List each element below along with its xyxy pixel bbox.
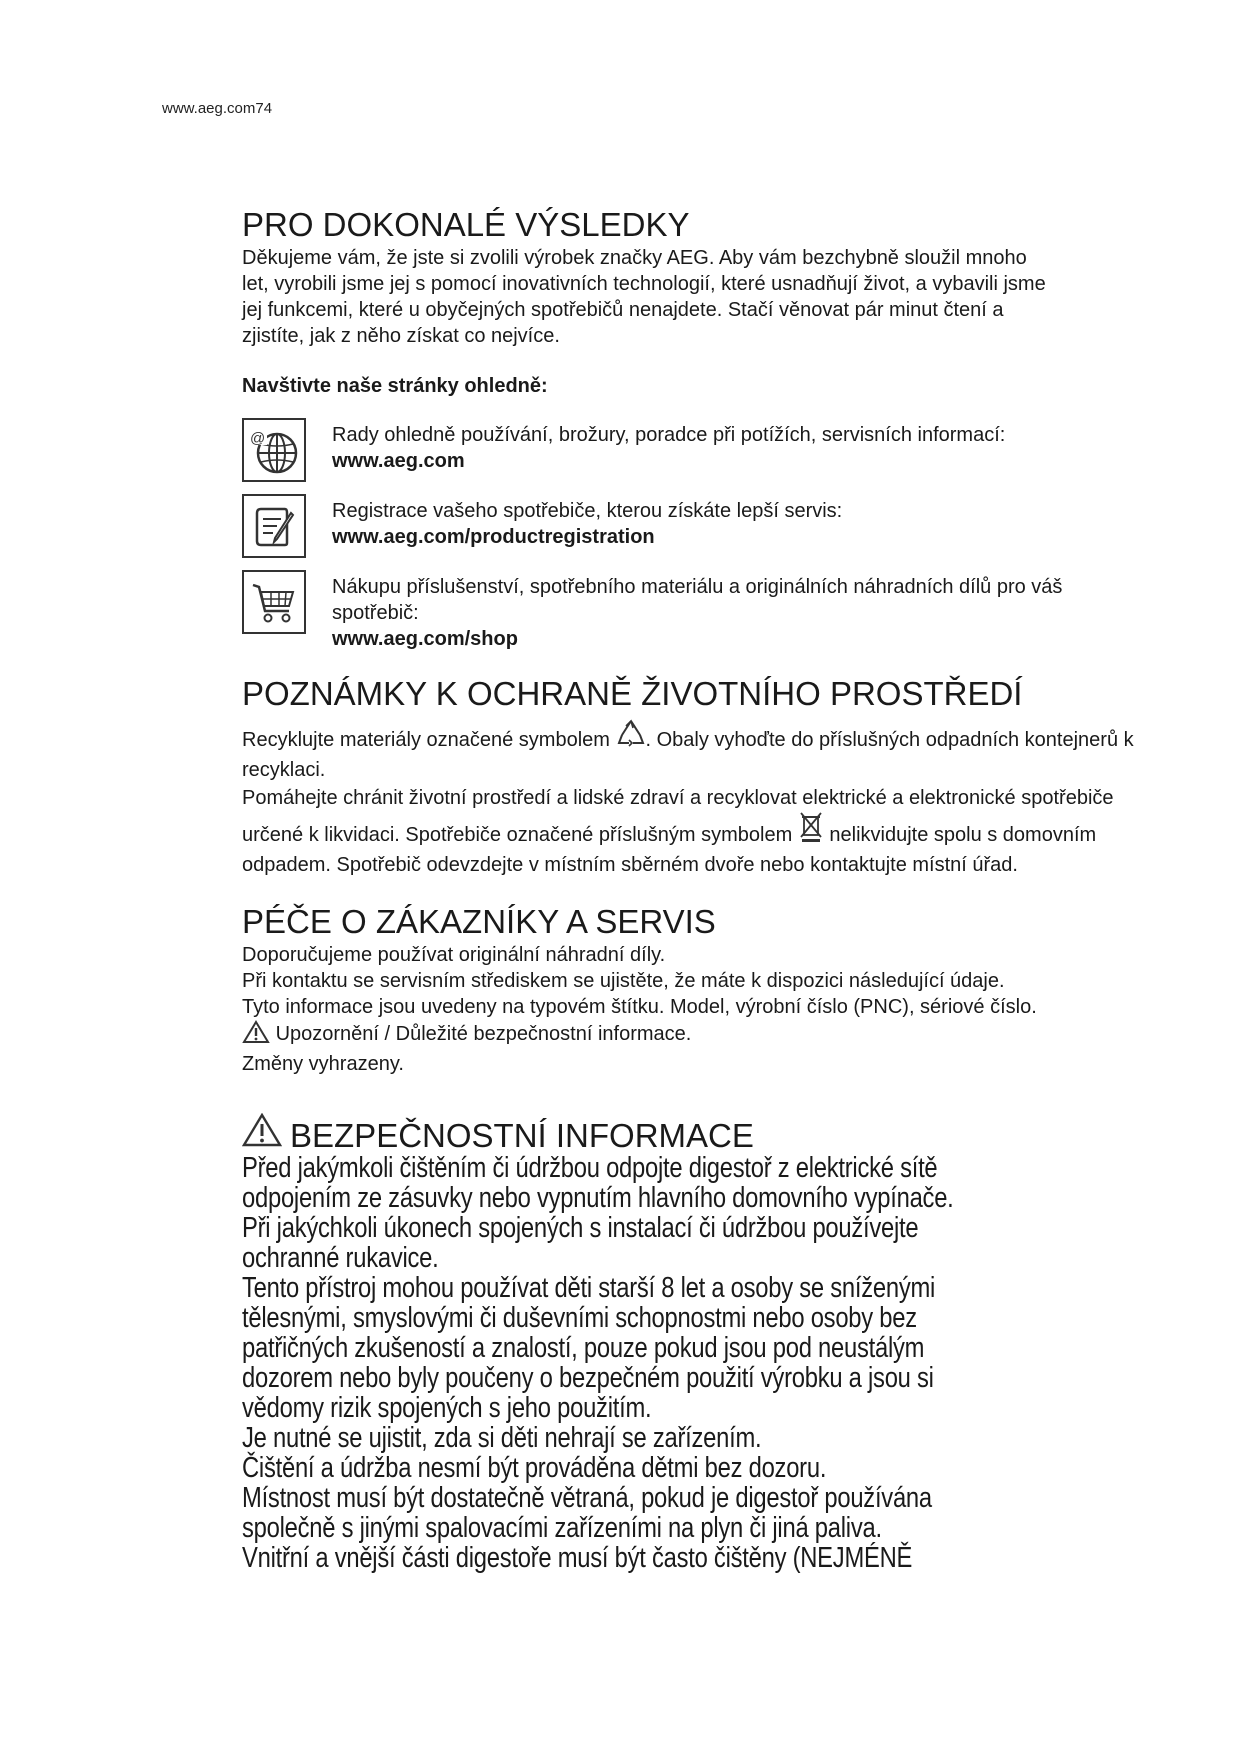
safety-warning-icon — [242, 1113, 282, 1153]
service-line: Doporučujeme používat originální náhradní díly. — [242, 944, 666, 966]
service-line: Při kontaktu se servisním střediskem se ujistěte, že máte k dispozici následující údaje. — [242, 970, 1005, 992]
safety-line: Je nutné se ujistit, zda si děti nehrají se zařízením. — [242, 1422, 762, 1454]
safety-line: vědomy rizik spojených s jeho použitím. — [242, 1392, 652, 1424]
safety-line: Vnitřní a vnější části digestoře musí být často čištěny (NEJMÉNĚ — [242, 1542, 913, 1574]
recycle-text-after: . Obaly vyhoďte do příslušných odpadních kontejnerů k recyklaci. — [242, 729, 1134, 781]
page-header — [162, 100, 272, 117]
safety-line: Před jakýmkoli čištěním či údržbou odpojte digestoř z elektrické sítě — [242, 1152, 938, 1184]
resource-text-web — [332, 418, 1005, 474]
page-number: 74 — [255, 100, 273, 117]
warning-note-text: Upozornění / Důležité bezpečnostní informace. — [275, 1023, 692, 1045]
safety-line: společně s jinými spalovacími zařízeními na plyn či jiná paliva. — [242, 1512, 882, 1544]
safety-line: odpojením ze zásuvky nebo vypnutím hlavního domovního vypínače. — [242, 1182, 954, 1214]
recycle-text-before: Recyklujte materiály označené symbolem — [242, 729, 610, 751]
recycle-paragraph — [242, 718, 1142, 783]
svg-text:@: @ — [250, 430, 266, 447]
resource-link-web[interactable]: www.aeg.com — [332, 450, 465, 472]
shopping-cart-icon — [242, 570, 306, 634]
intro-paragraph — [242, 245, 1142, 349]
resource-description: Nákupu příslušenství, spotřebního materiálu a originálních náhradních dílů pro váš spotřebič: — [332, 576, 1063, 624]
section-title-service: PÉČE O ZÁKAZNÍKY A SERVIS — [242, 903, 716, 940]
safety-body — [242, 1153, 1142, 1573]
safety-line: ochranné rukavice. — [242, 1242, 439, 1274]
resource-description: Rady ohledně používání, brožury, poradce při potížích, servisních informací: — [332, 424, 1006, 446]
safety-line: tělesnými, smyslovými či duševními schopnostmi nebo osoby bez — [242, 1302, 917, 1334]
safety-line: Čištění a údržba nesmí být prováděna dětmi bez dozoru. — [242, 1452, 827, 1484]
service-line: Tyto informace jsou uvedeny na typovém štítku. Model, výrobní číslo (PNC), sériové číslo. — [242, 996, 1037, 1018]
intro-line: zjistíte, jak z něho získat co nejvíce. — [242, 325, 560, 347]
resource-text-registration — [332, 494, 842, 550]
section-title-safety — [242, 1113, 1142, 1153]
resource-item-registration — [242, 494, 1142, 558]
safety-line: Místnost musí být dostatečně větraná, pokud je digestoř používána — [242, 1482, 932, 1514]
section-title-environment: POZNÁMKY K OCHRANĚ ŽIVOTNÍHO PROSTŘEDÍ — [242, 675, 1023, 712]
weee-text-before: Pomáhejte chránit životní prostředí a lidské zdraví a recyklovat elektrické a elektronické spotřebiče určené k likvidaci. Spotřebiče označené příslušným symbolem — [242, 787, 1114, 846]
safety-title-text: BEZPEČNOSTNÍ INFORMACE — [290, 1117, 754, 1154]
weee-text-after: nelikvidujte spolu s domovním odpadem. Spotřebič odevzdejte v místním sběrném dvoře nebo kontaktujte místní úřad. — [242, 824, 1097, 876]
safety-line: Při jakýchkoli úkonech spojených s instalací či údržbou používejte — [242, 1212, 919, 1244]
resource-text-shop — [332, 570, 1142, 652]
document-content — [242, 205, 1142, 1573]
intro-line: let, vyrobili jsme jej s pomocí inovativních technologií, které usnadňují život, a vybavili jsme — [242, 273, 1046, 295]
warning-icon — [242, 1020, 270, 1051]
resource-link-registration[interactable]: www.aeg.com/productregistration — [332, 526, 655, 548]
header-url: www.aeg.com — [162, 100, 256, 117]
changes-reserved: Změny vyhrazeny. — [242, 1053, 404, 1075]
visit-heading: Navštivte naše stránky ohledně: — [242, 375, 548, 397]
intro-line: jej funkcemi, které u obyčejných spotřebičů nenajdete. Stačí věnovat pár minut čtení a — [242, 299, 1004, 321]
resource-description: Registrace vašeho spotřebiče, kterou získáte lepší servis: — [332, 500, 843, 522]
web-globe-icon — [242, 418, 306, 482]
recycle-icon — [616, 718, 646, 757]
safety-line: patřičných zkušeností a znalostí, pouze pokud jsou pod neustálým — [242, 1332, 925, 1364]
safety-line: Tento přístroj mohou používat děti starší 8 let a osoby se sníženými — [242, 1272, 936, 1304]
crossed-bin-icon — [798, 811, 824, 852]
resource-link-shop[interactable]: www.aeg.com/shop — [332, 628, 518, 650]
section-title-results: PRO DOKONALÉ VÝSLEDKY — [242, 206, 690, 243]
weee-paragraph — [242, 785, 1142, 878]
safety-line: dozorem nebo byly poučeny o bezpečném použití výrobku a jsou si — [242, 1362, 934, 1394]
registration-form-icon — [242, 494, 306, 558]
resource-item-web — [242, 418, 1142, 482]
intro-line: Děkujeme vám, že jste si zvolili výrobek značky AEG. Aby vám bezchybně sloužil mnoho — [242, 247, 1027, 269]
warning-note — [242, 1020, 1142, 1051]
resource-item-shop — [242, 570, 1142, 652]
